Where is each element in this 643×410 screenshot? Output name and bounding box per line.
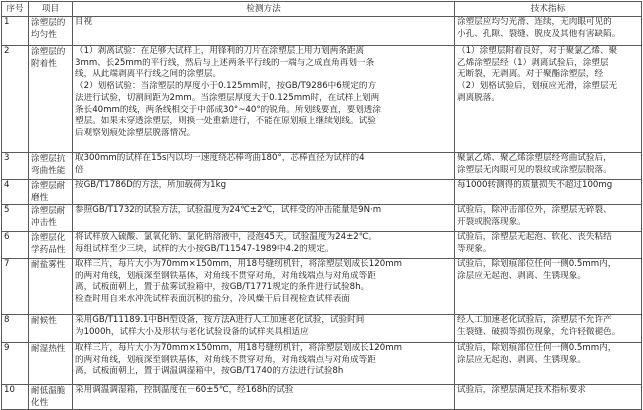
method-text-line: 按GB/T1786D的方法，所加载荷为1kg: [75, 180, 227, 190]
item-cell: [29, 385, 73, 410]
spec-cell: [455, 180, 642, 205]
item-cell: [29, 17, 73, 46]
method-text-line: 取样三片，每片大小为70mm×150mm，用18号缝纫机针，将涂塑层划成长120mm: [75, 259, 402, 269]
row-number: 9: [2, 343, 29, 385]
item-name-line: 耐湿热性: [31, 344, 66, 354]
item-cell: [29, 46, 73, 153]
item-name-line: 涂塑层的: [31, 47, 66, 57]
item-name-line: 磨性: [31, 193, 49, 203]
row-number: 10: [2, 385, 29, 410]
header-spec: 技术指标: [455, 2, 642, 17]
item-name-line: 冲击性: [31, 218, 57, 228]
table-row: [2, 315, 642, 343]
method-text-line: （2）划格试验：当涂塑层的厚度小于0.125mm时，按GB/T9286中6规定的方: [75, 81, 377, 92]
method-text-line: 法进行试验，切割间距为2mm。当涂塑层厚度大于0.125mm时，在试样上划两: [75, 92, 380, 103]
method-text-line: 将试样放入硫酸、氯氧化钠、氯化钠溶液中，浸泡45天，试验温度为24±2℃。: [75, 232, 378, 242]
table-row: [2, 259, 642, 315]
spec-cell: [455, 205, 642, 232]
method-cell: [73, 315, 455, 343]
item-name-line: 附着性: [31, 59, 57, 69]
method-text-line: 条长40mm的线，两条线相交于中部成30°~40°的锐角。所划线要直，要划透涂: [75, 104, 381, 115]
method-cell: [73, 259, 455, 315]
spec-text-line: （1）涂塑层附着良好，对于聚氯乙烯、聚: [457, 46, 618, 56]
header-item: 项目: [29, 2, 73, 17]
spec-text-line: 试验后，除冲击部位外，涂塑层无碎裂、: [457, 205, 612, 215]
item-name-line: 学药品性: [31, 245, 66, 255]
spec-text-line: 经人工加速老化试验后，涂塑层不允许产: [457, 315, 612, 325]
method-text-line: 采用调温调湿箱，控制温度在－60±5℃，经168h的试验: [75, 385, 294, 395]
row-number: 4: [2, 180, 29, 205]
spec-table: [1, 1, 642, 410]
method-text-line: 的两对角线，划痕深至钢铁基体，对角线不贯穿对角，对角线端点与对角成等距: [75, 270, 376, 281]
method-text-line: 取300mm的试样在15s内以均一速度绕芯棒弯曲180°，芯棒直径为试样的4: [75, 153, 365, 163]
item-cell: [29, 343, 73, 385]
spec-text-line: 剥离脱落。: [457, 92, 500, 103]
spec-cell: [455, 315, 642, 343]
table-row: [2, 46, 642, 153]
spec-text-line: 试验后，除划痕部位任何一侧0.5mm内，: [457, 259, 617, 269]
spec-text-line: 开裂或脱落现象。: [457, 216, 526, 227]
table-row: [2, 205, 642, 232]
spec-cell: [455, 153, 642, 180]
method-cell: [73, 385, 455, 410]
item-cell: [29, 205, 73, 232]
spec-cell: [455, 259, 642, 315]
method-text-line: 离，试板面朝上，置于盐雾试验箱中，按GB/T1771规定的条件进行试验8h。: [75, 282, 370, 293]
spec-text-line: 等现象。: [457, 243, 492, 254]
spec-text-line: 乙烯涂塑层经（1）剥离试验后，涂塑层: [457, 57, 609, 68]
item-cell: [29, 180, 73, 205]
spec-cell: [455, 46, 642, 153]
method-text-line: 为1000h，试样大小及形状与老化试验设备的试样夹具相适应: [75, 326, 309, 337]
header-row: [2, 2, 642, 17]
row-number: 1: [2, 17, 29, 46]
item-cell: [29, 153, 73, 180]
item-cell: [29, 232, 73, 259]
spec-text-line: 试验后，除划痕部位任何一侧0.5mm内，: [457, 343, 617, 353]
row-number: 6: [2, 232, 29, 259]
spec-text-line: 生裂缝、破损等损伤现象，允许轻微褪色。: [457, 326, 621, 337]
row-number: 8: [2, 315, 29, 343]
method-text-line: 后观察划痕处涂塑层脱落情况。: [75, 127, 196, 138]
method-cell: [73, 343, 455, 385]
method-cell: [73, 180, 455, 205]
spec-document: [0, 1, 643, 408]
spec-cell: [455, 232, 642, 259]
table-row: [2, 232, 642, 259]
method-text-line: 塑层。如果未穿透涂塑层，则换一处重新进行，不能在原划痕上继续划线。试验: [75, 116, 376, 127]
row-number: 7: [2, 259, 29, 315]
method-text-line: 取样三片，每片大小为70mm×150mm，用18号缝纫机针，将涂塑层划成长120mm: [75, 343, 402, 353]
method-cell: [73, 232, 455, 259]
method-cell: [73, 205, 455, 232]
table-row: [2, 153, 642, 180]
method-cell: [73, 153, 455, 180]
item-name-line: 均匀性: [31, 30, 57, 40]
item-name-line: 涂塑层耐: [31, 181, 66, 191]
spec-cell: [455, 385, 642, 410]
row-number: 2: [2, 46, 29, 153]
spec-text-line: 涂层应无起泡、剥离、生锈现象。: [457, 270, 586, 281]
method-text-line: 目视: [75, 17, 93, 27]
table-row: [2, 385, 642, 410]
method-text-line: 倍: [75, 164, 84, 175]
item-name-line: 耐候性: [31, 316, 57, 326]
item-name-line: 涂塑层的: [31, 18, 66, 28]
method-cell: [73, 46, 455, 153]
item-cell: [29, 259, 73, 315]
method-text-line: 每组试样至少三块，试样的大小按GB/T11547-1989中4.2的规定。: [75, 243, 334, 254]
method-text-line: 参照GB/T1732的试验方法，试验温度为24℃±2℃，试样受的冲击能量是9N·m: [75, 205, 382, 215]
spec-text-line: （2）划格试验后，划痕应光滑，涂塑层无: [457, 81, 618, 92]
table-row: [2, 180, 642, 205]
table-row: [2, 17, 642, 46]
item-name-line: 化性: [31, 398, 49, 408]
table-row: [2, 343, 642, 385]
item-name-line: 耐盐雾性: [31, 260, 66, 270]
spec-text-line: 无断裂，无剥离。对于聚酯涂塑层，经: [457, 69, 604, 80]
item-name-line: 涂塑层抗: [31, 154, 66, 164]
spec-text-line: 小孔、孔隙、裂缝、脱皮及其他有害缺陷。: [457, 28, 621, 39]
spec-text-line: 试验后，涂塑层无起泡、软化、丧失粘结: [457, 232, 612, 242]
method-text-line: 的两对角线，划痕深至钢铁基体，对角线不贯穿对角，对角线端点与对角成等距: [75, 354, 376, 365]
method-text-line: 3mm、长25mm的平行线，然后与上述两条平行线的一端与之成直角再划一条: [75, 57, 375, 68]
method-cell: [73, 17, 455, 46]
item-name-line: 弯曲性能: [31, 166, 66, 176]
spec-text-line: 聚氯乙烯、聚乙烯涂塑层经弯曲试验后，: [457, 153, 612, 163]
item-cell: [29, 315, 73, 343]
spec-text-line: 涂层应无起泡、剥离、生锈现象。: [457, 354, 586, 365]
header-method: 检测方法: [73, 2, 455, 17]
method-text-line: 离，试板面朝上，置于调温调湿箱中，按GB/T1740的方法进行试验8h: [75, 366, 344, 377]
spec-text-line: 涂塑层无肉眼可见的裂纹或涂塑层脱落。: [457, 164, 612, 175]
method-text-line: 线，从此端剥离平行线之间的涂塑层。: [75, 69, 222, 80]
table-body: [2, 17, 642, 410]
header-num: 序号: [2, 2, 29, 17]
method-text-line: 检查时用自来水冲洗试样表面沉积的盐分，冷风燥干后目视检查试样表面: [75, 294, 351, 305]
spec-text-line: 每1000转测得的质量损失不超过100mg: [457, 180, 613, 190]
row-number: 5: [2, 205, 29, 232]
method-text-line: 采用GB/T11189.1中BH型设备，按方法A进行人工加速老化试验，试验时间: [75, 315, 365, 325]
spec-cell: [455, 343, 642, 385]
item-name-line: 涂塑层化: [31, 233, 66, 243]
spec-text-line: 试验后，涂塑层满足技术指标要求: [457, 385, 586, 395]
row-number: 3: [2, 153, 29, 180]
spec-text-line: 涂塑层应均匀光滑、连续，无肉眼可见的: [457, 17, 612, 27]
item-name-line: 涂塑层耐: [31, 206, 66, 216]
spec-cell: [455, 17, 642, 46]
method-text-line: （1）剥离试验：在足够大试样上，用锋利的刀片在涂塑层上用力划两条距离: [75, 46, 365, 56]
item-name-line: 耐低温脆: [31, 386, 66, 396]
